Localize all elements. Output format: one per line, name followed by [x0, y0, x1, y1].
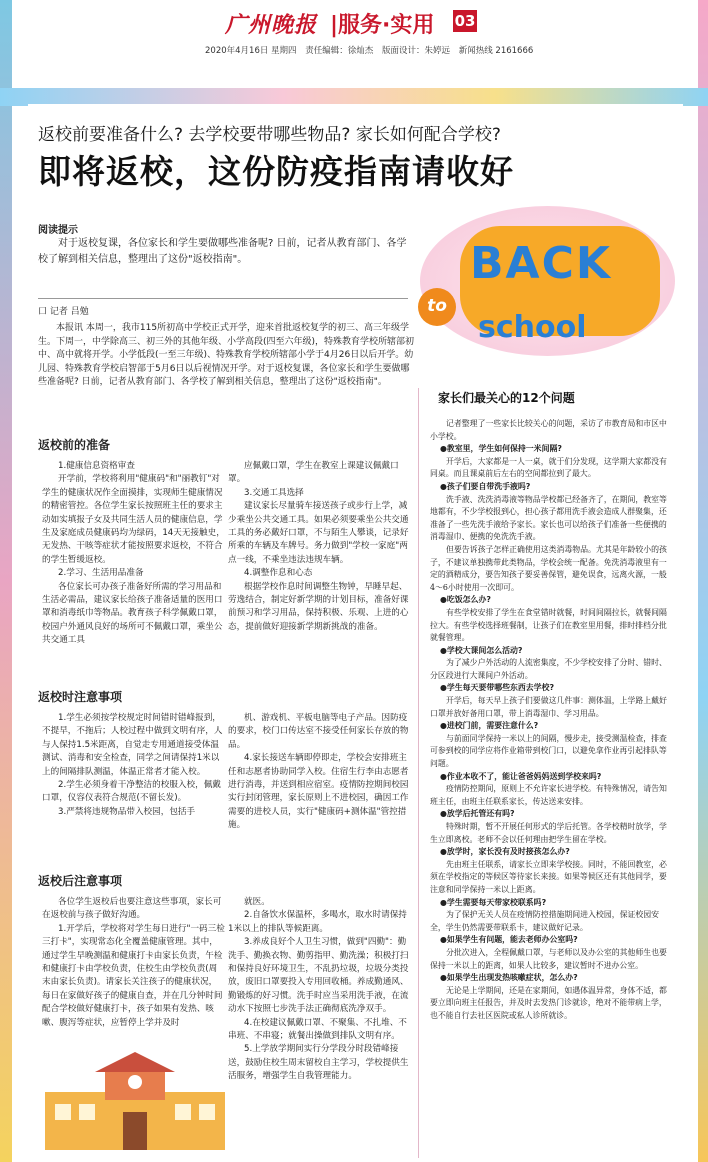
faq-body: [430, 418, 670, 1023]
issue-date: 2020年4月16日 星期四: [205, 46, 297, 56]
faq-intro: 记者整理了一些家长比较关心的问题，采访了市教育局和市区中小学校。: [430, 419, 667, 441]
section-2-col-2: 机、游戏机、平板电脑等电子产品。因防疫的要求，校门口传达室不接受任何家长存放的物品。 4.家长接送车辆即停即走，学校会安排班主任和志愿者协助同学入校。住宿生行李由志愿者进行消毒，并送到相应宿室。疫情防控期间校园实行封闭管理，家长原则上不进校园，确因工作需要的进校人员，实行"健康码+测体温"管控措施。: [228, 713, 409, 831]
faq-answer: 分批次进入，全程佩戴口罩，与老师以及办公室的其他师生也要保持一米以上的距离，如果人比较多，建议暂时不进办公室。: [430, 947, 667, 970]
faq-answer: 开学后，每天早上孩子们要做这几件事：测体温，上学路上戴好口罩并放好备用口罩，带上消毒湿巾、学习用品。: [430, 696, 667, 718]
right-decorative-edge: [698, 0, 708, 1162]
faq-answer: 疫情防控期间，原则上不允许家长进学校。有特殊情况，请告知班主任，由班主任联系家长，传达送来安排。: [430, 784, 667, 806]
faq-answer: 先由班主任联系，请家长立即来学校接。同时，不能回教室，必须在学校指定的等候区等待家长来接。如果等候区还有其他同学，要注意和同学保持一米以上距离。: [430, 859, 667, 894]
lead-heading: 阅读提示: [38, 225, 78, 236]
faq-answer: 与前面同学保持一米以上的间隔，慢步走，接受测温检查，排查可参到校的同学应将作业箱带到校门口，以避免拿作业再引起排队等问题。: [430, 733, 667, 769]
headline: 即将返校，这份防疫指南请收好: [38, 152, 514, 191]
art-school-text: school: [478, 310, 587, 345]
page-number: 03: [454, 12, 476, 30]
faq-question: ●学生每天要带哪些东西去学校?: [440, 683, 555, 693]
lead-text: 对于返校复课，各位家长和学生要做哪些准备呢? 日前，记者从教育部门、各学校了解到相关信息，整理出了这份"返校指南"。: [38, 238, 407, 265]
faq-answer: 无论是上学期间，还是在家期间，如遇体温异常，身体不适，都要立即向班主任报告，并及时去发热门诊就诊，绝对不能带病上学，也不能自行去社区医院或私人诊所就诊。: [430, 985, 667, 1020]
hotline: 新闻热线 2161666: [458, 46, 534, 56]
editor: 责任编辑：徐灿杰: [305, 46, 374, 56]
faq-question: ●放学后托管还有吗?: [440, 809, 515, 819]
faq-answer: 洗手液、洗洗消毒液等物品学校都已经备齐了，在期间，教室等地都有，不少学校报到心，担心孩子都用洗手液会造成人群聚集，还准备了一些先洗手液给予家长。家长也可以给孩子们准备一些便携的消毒湿巾、便携的免洗洗手液。: [430, 494, 667, 542]
art-to-text: to: [418, 288, 456, 326]
masthead: [0, 0, 708, 60]
school-building-illustration: [35, 1052, 235, 1150]
faq-answer: 为了减少户外活动的人流密集度，不少学校安排了分时、错时、分区段进行大课间户外活动。: [430, 658, 667, 680]
section-3-col-2: 就医。 2.自备饮水保温杯，多喝水，取水时请保持1米以上的排队等候距离。 3.养成良好个人卫生习惯，做到"四勤"：勤洗手、勤换衣物、勤剪指甲、勤洗澡；积极打扫和保持良好环境卫生，不乱扔垃圾，垃圾分类投放，废旧口罩要投入专用回收桶。养成勤通风、勤锻炼的好习惯。洗手时应当采用洗手液，在流动水下按照七步洗手法正确彻底洗净双手。 4.在校建议佩戴口罩、不聚集、不扎堆、不串班、不串寝；就餐出操做到排队文明有序。 5.上学放学期间实行分学段分时段错峰接送，鼓励住校生周末留校自主学习，学校提供生活服务，增强学生自我管理能力。: [228, 897, 409, 1082]
intro-paragraph: 本报讯 本周一，我市115所初高中学校正式开学，迎来首批返校复学的初三、高三年级学生。下周一，中学除高三、初三外的其他年级、小学高段(四至六年级)，特殊教育学校所辖部初中、高中就将开学。小学低段(一至三年级)、特殊教育学校所辖部小学于4月26日以后开学。幼儿园、特殊教育学校启智部于5月6日以后视情况开学。对于返校复课，各位家长和学生要做哪些准备呢? 日前，记者从教育部门、各学校了解到相关信息，整理出了这份"返校指南"。: [38, 323, 415, 388]
faq-answer: 开学后，大家都是一人一桌，就于们分发现，这学期大家都没有同桌。而且课桌前后左右的空间都拉到了最大。: [430, 456, 667, 479]
byline: 口 记者 吕勉: [38, 307, 89, 317]
paper-name: 广州晚报: [225, 12, 318, 38]
faq-answer: 特殊时期，暂不开展任何形式的学后托管。各学校精时放学，学生立即离校。老师不会以任何理由把学生留在学校。: [430, 822, 667, 844]
section-1-col-1: 1.健康信息资格审查 开学前，学校将利用"健康码"和"丽教钉"对学生的健康状况作全面摸排，实现师生健康情况的精密管控。各位学生家长按照班主任的要求主动如实填报子女及共同生活人员的健康信息，学生及家庭成员健康码均为绿码，14天无接触史，无发热、干咳等症状才能按照要求返校，不符合的学生暂缓返校。 2.学习、生活用品准备 各位家长可办孩子准备好所需的学习用品和生活必需品，建议家长给孩子准备适量的医用口罩和消毒纸巾等物品。教育孩子科学佩戴口罩，校园户外通风良好的场所可不佩戴口罩，乘坐公共交通工具: [42, 461, 225, 646]
faq-question: ●如果学生有问题，能去老师办公室吗?: [440, 935, 578, 945]
section-title: |服务·实用: [330, 13, 435, 38]
section-2-col-1: 1.学生必须按学校规定时间错时错峰报到，不提早，不拖后；人校过程中做到文明有序，人与人保持1.5米距离，自觉走专用通道接受体温测试、消毒和安全检查，同学之间请保持1米以上的间隔排队测温，体温正常者才能入校。 2.学生必须身着干净整洁的校服入校，佩戴口罩，仪容仪表符合规范(不留长发)。 3.严禁将违规物品带入校园，包括手: [42, 713, 223, 817]
faq-answer: 有些学校安排了学生在食堂错时就餐，时间间隔拉长，就餐间隔拉大。有些学校选择班餐制，让孩子们在教室里用餐，排时排档分批就餐管理。: [430, 607, 667, 643]
faq-answer: 为了保护无关人员在疫情防控措施期间进入校园，保证校园安全，学生仍然需要带联系卡，建议做好记录。: [430, 910, 660, 932]
faq-question: ●作业本收不了，能让爸爸妈妈送到学校来吗?: [440, 771, 602, 781]
issue-info: [205, 44, 539, 56]
faq-answer: 但要告诉孩子怎样正确使用这类消毒物品。尤其是年龄较小的孩子，不建议单独携带此类物品，学校会统一配备。免洗消毒液里有一定的酒精成分，要告知孩子要妥善保管，避免误食，远离火源，一般4～6小时使用一次即可。: [430, 544, 667, 592]
faq-title: 家长们最关心的12个问题: [438, 391, 575, 405]
faq-question: ●如果学生出现发热咳嗽症状，怎么办?: [440, 973, 578, 983]
faq-question: ●学生需要每天带家校联系吗?: [440, 897, 547, 907]
section-1-col-2: 应佩戴口罩，学生在教室上课建议佩戴口罩。 3.交通工具选择 建议家长尽量骑车接送孩子或步行上学，减少乘坐公共交通工具。如果必须要乘坐公共交通工具的务必戴好口罩，不与陌生人攀谈，记录好所乘的车辆及车牌号。务力做到"学校一家庭"两点一线，不乘坐违法违规车辆。 4.调整作息和心态 根据学校作息时间调整生物钟，早睡早起、劳逸结合，制定好新学期的计划目标，准备好课前预习和学习用品，保持积极、乐观、上进的心态，提前做好迎接新学期新挑战的准备。: [228, 461, 409, 632]
section-3-col-1: 各位学生返校后也要注意这些事项，家长可在返校前与孩子做好沟通。 1.开学后，学校将对学生每日进行"一码三检三打卡"，实现常态化全覆盖健康管理。其中，通过学生早晚测温和健康打卡由家长负责，午检和健康打卡由学校负责，住校生由学校负责(周末由家长负责)。请家长关注孩子的健康状况，每日在家做好孩子的健康自查，并在几分钟时间配合学校做好健康打卡，孩子如果有发热、咳嗽、腹泻等症状，应暂停上学并及时: [42, 897, 225, 1028]
designer: 版面设计：朱婷远: [381, 46, 450, 56]
section-title: 返校时注意事项: [38, 690, 123, 704]
faq-question: ●放学时，家长没有及时接孩怎么办?: [440, 847, 570, 857]
art-back-text: BACK: [470, 238, 612, 289]
faq-question: ●吃饭怎么办?: [440, 595, 491, 605]
divider: [38, 298, 408, 299]
left-decorative-edge: [0, 0, 12, 1162]
faq-question: ●进校门前，需要注意什么?: [440, 721, 539, 731]
faq-question: ●教室里，学生如何保持一米间隔?: [440, 444, 562, 454]
subheadline: 返校前要准备什么? 去学校要带哪些物品? 家长如何配合学校?: [38, 125, 501, 145]
section-title: 返校前的准备: [38, 438, 111, 452]
faq-question: ●学校大课间怎么活动?: [440, 645, 523, 655]
section-title: 返校后注意事项: [38, 874, 123, 888]
faq-question: ●孩子们要自带洗手液吗?: [440, 481, 531, 491]
